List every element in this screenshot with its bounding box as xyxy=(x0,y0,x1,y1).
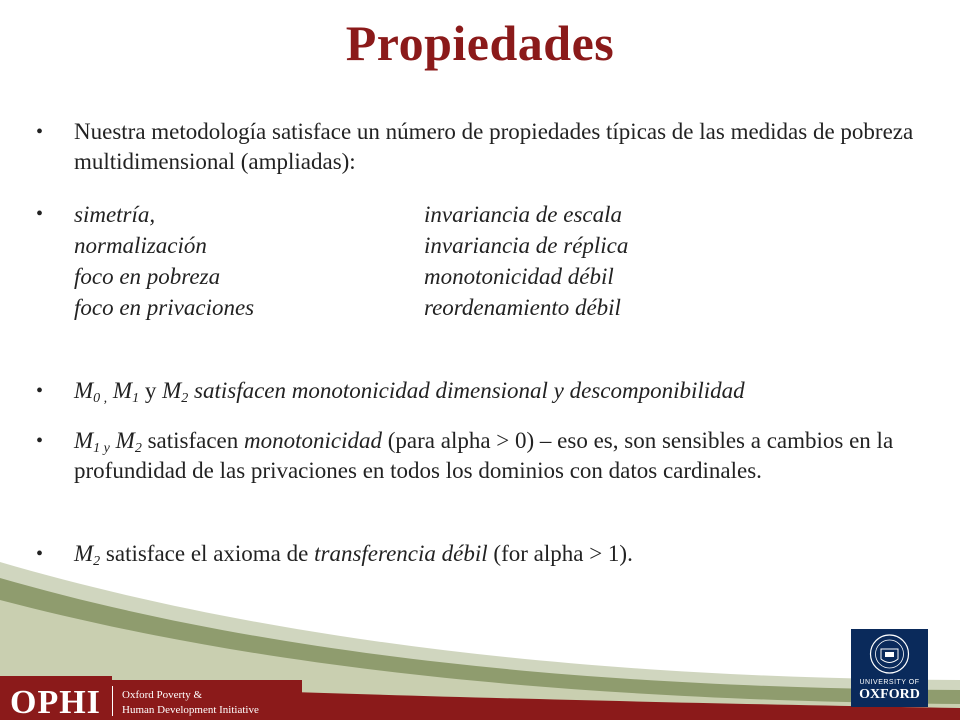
bullet-text: $M_{0 ,}$ $M_1$ y $M_2$ satisfacen monotonicidad dimensional y descomponibilidad xyxy=(74,378,745,406)
bullet-text: $M_{1 y}$ $M_2$ satisfacen monotonicidad (para alpha > 0) – eso es, son sensibles a cambios en la profundidad de las privaciones en todos los dominios con datos cardinales. xyxy=(74,428,894,483)
properties-list xyxy=(74,199,916,323)
property-item: simetría, xyxy=(74,202,156,227)
bullet-dot: • xyxy=(36,121,44,143)
property-item: monotonicidad débil xyxy=(424,264,614,289)
bullet-properties xyxy=(36,199,916,323)
property-item: reordenamiento débil xyxy=(424,295,621,320)
bullet-methodology xyxy=(36,117,916,177)
slide-title: Propiedades xyxy=(345,15,615,71)
property-item: foco en pobreza xyxy=(74,264,221,289)
bullet-monotonicity xyxy=(36,426,916,486)
bullet-text: $M_2$ satisface el axioma de transferencia débil (for alpha > 1). xyxy=(74,541,633,569)
bullet-dot: • xyxy=(36,203,44,225)
logo-divider xyxy=(112,686,113,716)
ophi-subtitle: Oxford Poverty & Human Development Initiative xyxy=(122,689,259,716)
bullet-m0-m1-m2 xyxy=(36,376,916,406)
bullet-dot: • xyxy=(36,380,44,402)
ophi-logo: OPHI xyxy=(10,684,101,721)
property-item: foco en privaciones xyxy=(74,295,255,320)
oxford-crest-icon xyxy=(851,629,928,679)
property-item: normalización xyxy=(74,233,207,258)
oxford-logo: UNIVERSITY OF OXFORD xyxy=(851,629,928,707)
property-item: invariancia de réplica xyxy=(424,233,629,258)
bullet-transfer xyxy=(36,539,916,569)
property-item: invariancia de escala xyxy=(424,202,623,227)
bullet-dot: • xyxy=(36,543,44,565)
bullet-text: Nuestra metodología satisface un número de propiedades típicas de las medidas de pobreza multidimensional (ampliadas): xyxy=(74,119,914,174)
bullet-dot: • xyxy=(36,430,44,452)
